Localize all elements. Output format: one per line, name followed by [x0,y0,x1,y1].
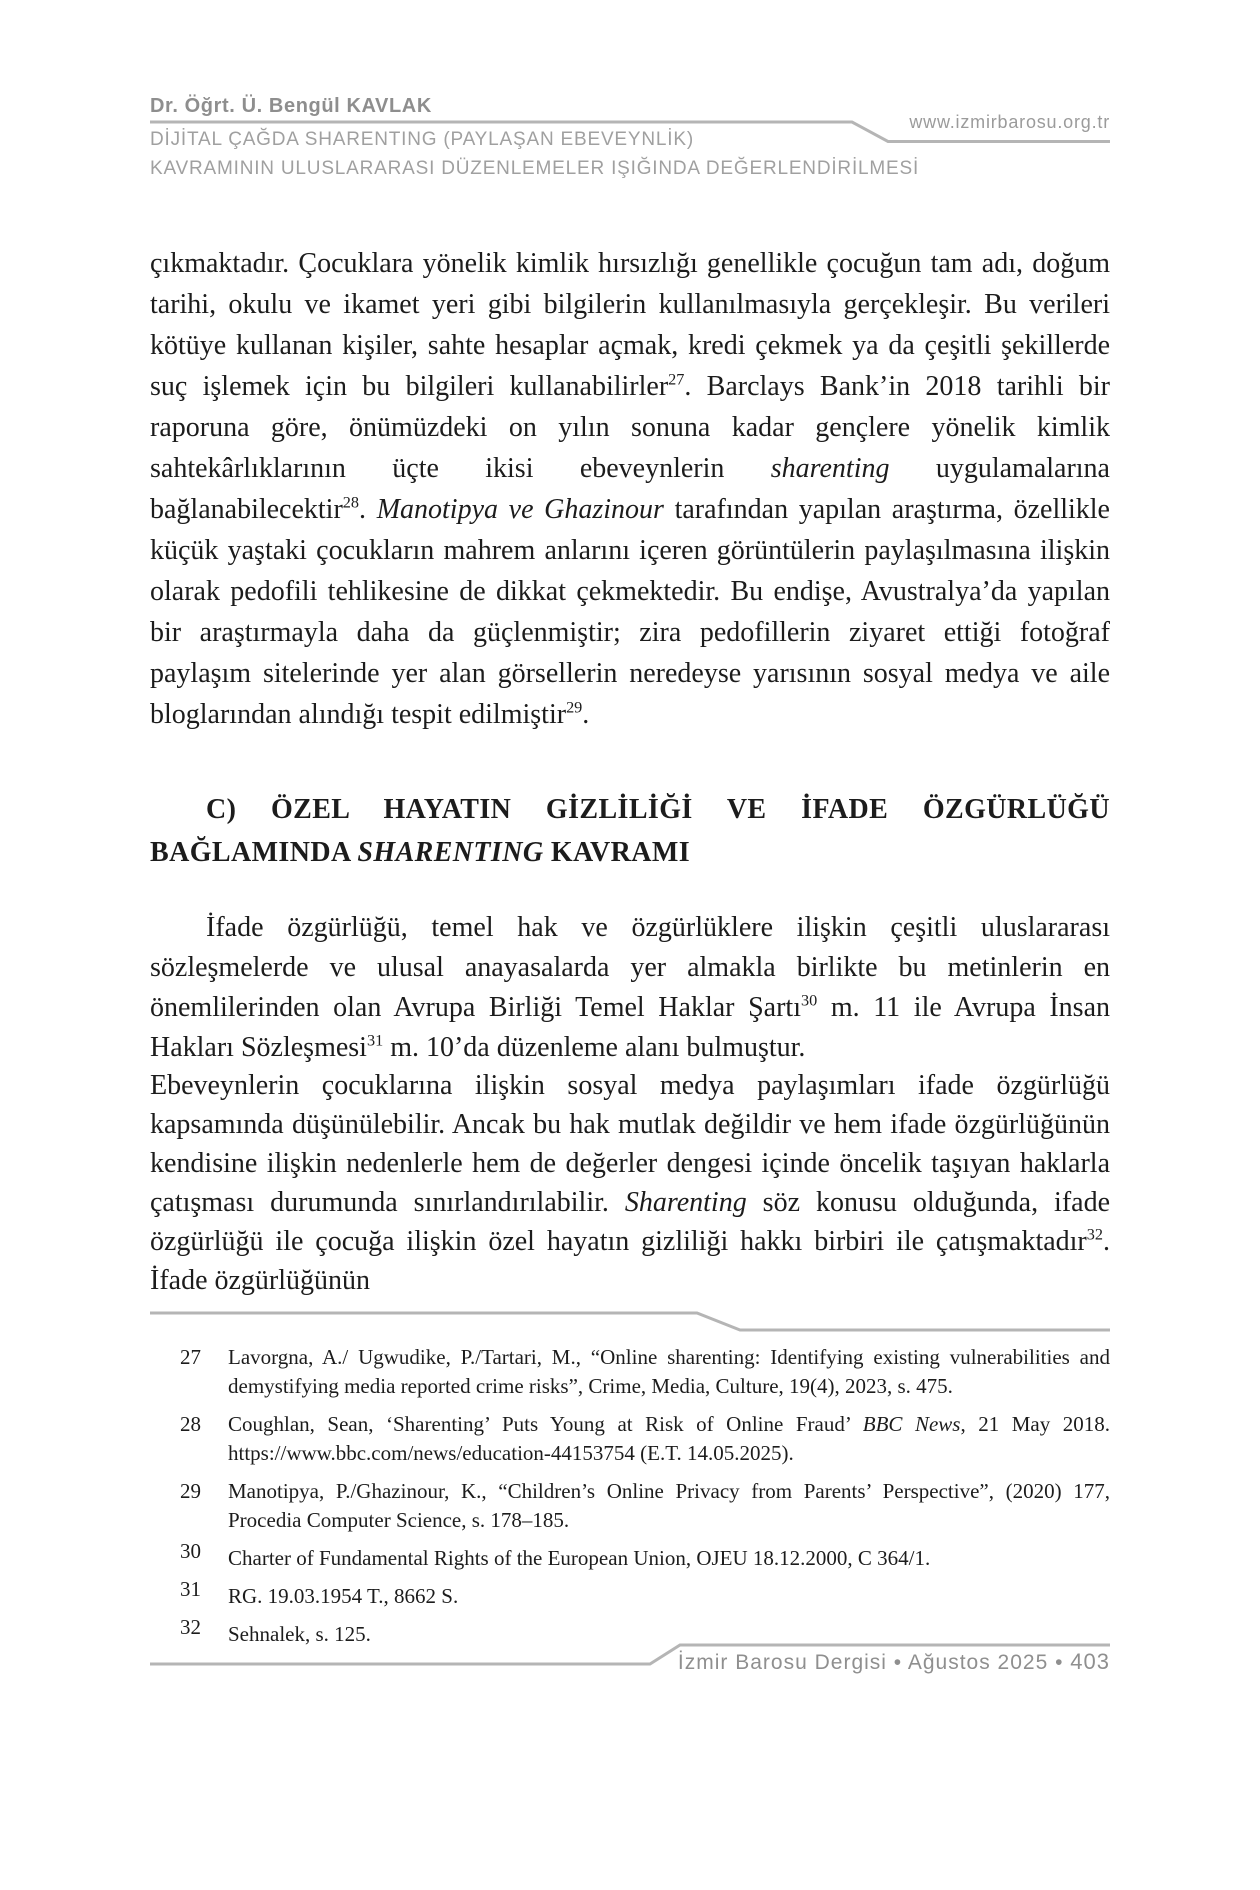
section-heading-line1 [150,788,1110,831]
text-segment: Manotipya, P./Ghazinour, K., “Children’s Online Privacy from Parents’ Perspective”, (2020) 177, Procedia Computer Science, s. 178–185. [228,1479,1110,1532]
footnote-number: 29 [180,1479,201,1503]
footnote-item [178,1343,1110,1401]
site-url: www.izmirbarosu.org.tr [909,112,1110,132]
text-segment: Sehnalek, s. 125. [228,1622,371,1646]
text-segment: . [582,699,590,730]
footnote-marker: 30 [800,991,818,1010]
text-segment: . Barclays Bank’in 2018 tarihli bir raporuna göre, önümüzdeki on yılın sonuna kadar gençlere yönelik kimlik sahtekârlıklarının üçte ikisi ebeveynlerin [150,371,1110,484]
section-heading-line2 [150,831,1110,874]
footnote-marker: 31 [366,1031,384,1050]
text-segment: Charter of Fundamental Rights of the European Union, OJEU 18.12.2000, C 364/1. [228,1546,931,1570]
text-segment: Manotipya ve Ghazinour [376,494,664,525]
text-segment: m. 11 ile Avrupa İnsan Hakları Sözleşmesi [150,992,1111,1063]
body-paragraph-2 [150,908,1110,1068]
text-segment: . İfade özgürlüğünün [150,1226,1110,1296]
text-segment: BBC News [862,1412,961,1436]
footer [678,1649,1110,1675]
text-segment: . [359,494,377,525]
footnote-number: 27 [180,1345,201,1369]
footnote-text [228,1412,1110,1465]
text-segment: KAVRAMI [543,837,691,868]
body-paragraph-1 [150,243,1110,735]
page-number: 403 [1070,1649,1110,1674]
footnote-item [178,1410,1110,1468]
footnote-marker: 28 [342,493,360,512]
footnote-text [228,1546,930,1570]
text-segment: Sharenting [624,1187,747,1218]
footnote-marker: 27 [668,370,685,389]
text-segment: Coughlan, Sean, ‘Sharenting’ Puts Young at Risk of Online Fraud’ [228,1412,863,1436]
footnote-list [178,1343,1110,1658]
section-heading [150,788,1110,874]
text-segment: , 21 May 2018. https://www.bbc.com/news/education-44153754 (E.T. 14.05.2025). [228,1412,1110,1465]
text-segment: İfade özgürlüğü, temel hak ve özgürlüklere ilişkin çeşitli uluslararası sözleşmelerde ve ulusal anayasalarda yer almakla birlikte bu metinlerin en önemlilerinden olan Avrupa Birliği Temel Haklar Şartı [150,912,1110,1023]
footnote-number: 28 [180,1412,201,1436]
article-title-line2: KAVRAMININ ULUSLARARASI DÜZENLEMELER IŞIĞINDA DEĞERLENDİRİLMESİ [150,158,920,179]
article-title-line1: DİJİTAL ÇAĞDA SHARENTING (PAYLAŞAN EBEVEYNLİK) [150,129,694,150]
text-segment: söz konusu olduğunda, ifade özgürlüğü ile çocuğa ilişkin özel hayatın gizliliği hakkı birbiri ile çatışmaktadır [150,1187,1111,1257]
footnote-marker: 32 [1086,1225,1103,1244]
text-segment: uygulamalarına bağlanabilecektir [150,453,1110,525]
footnote-separator [150,1311,1110,1333]
text-segment: Lavorgna, A./ Ugwudike, P./Tartari, M., “Online sharenting: Identifying existing vulnerabilities and demystifying media reported crime risks”, Crime, Media, Culture, 19(4), 2023, s. 475. [228,1345,1110,1398]
footnote-item [178,1539,1110,1573]
footnote-number: 31 [180,1577,201,1601]
text-segment: tarafından yapılan araştırma, özellikle küçük yaştaki çocukların mahrem anlarını içeren görüntülerin paylaşılmasına ilişkin olarak pedofili tehlikesine de dikkat çekmektedir. Bu endişe, Avustralya’da yapılan bir araştırmayla daha da güçlenmiştir; zira pedofillerin ziyaret ettiği fotoğraf paylaşım sitelerinde yer alan görsellerin neredeyse yarısının sosyal medya ve aile bloglarından alındığı tespit edilmiştir [150,494,1110,730]
footnote-item [178,1477,1110,1535]
footnote-number: 30 [180,1539,201,1563]
text-segment: C) ÖZEL HAYATIN GİZLİLİĞİ VE İFADE ÖZGÜRLÜĞÜ [206,794,1110,825]
text-segment: Ebeveynlerin çocuklarına ilişkin sosyal medya paylaşımları ifade özgürlüğü kapsamında düşünülebilir. Ancak bu hak mutlak değildir ve hem ifade özgürlüğünün kendisine ilişkin nedenlerle hem de değerler dengesi içinde öncelik taşıyan haklarla çatışması durumunda sınırlandırılabilir. [150,1070,1110,1218]
text-segment: sharenting [770,453,890,484]
text-segment: m. 10’da düzenleme alanı bulmuştur. [383,1032,806,1063]
footnote-number: 32 [180,1615,201,1639]
body-paragraph-3 [150,1066,1110,1300]
journal-name-and-issue: İzmir Barosu Dergisi • Ağustos 2025 • [677,1651,1071,1674]
footnote-item [178,1577,1110,1611]
footnote-text [228,1584,458,1608]
author-name: Dr. Öğrt. Ü. Bengül KAVLAK [150,95,432,117]
text-segment: SHARENTING [357,837,544,868]
footnote-text [228,1479,1110,1532]
text-segment: çıkmaktadır. Çocuklara yönelik kimlik hırsızlığı genellikle çocuğun tam adı, doğum tarihi, okulu ve ikamet yeri gibi bilgilerin kullanılmasıyla gerçekleşir. Bu verileri kötüye kullanan kişiler, sahte hesaplar açmak, kredi çekmek ya da çeşitli şekillerde suç işlemek için bu bilgileri kullanabilirler [150,248,1110,402]
text-segment: RG. 19.03.1954 T., 8662 S. [228,1584,459,1608]
footnote-marker: 29 [566,698,583,717]
text-segment: BAĞLAMINDA [150,837,358,868]
footnote-text [228,1345,1110,1398]
